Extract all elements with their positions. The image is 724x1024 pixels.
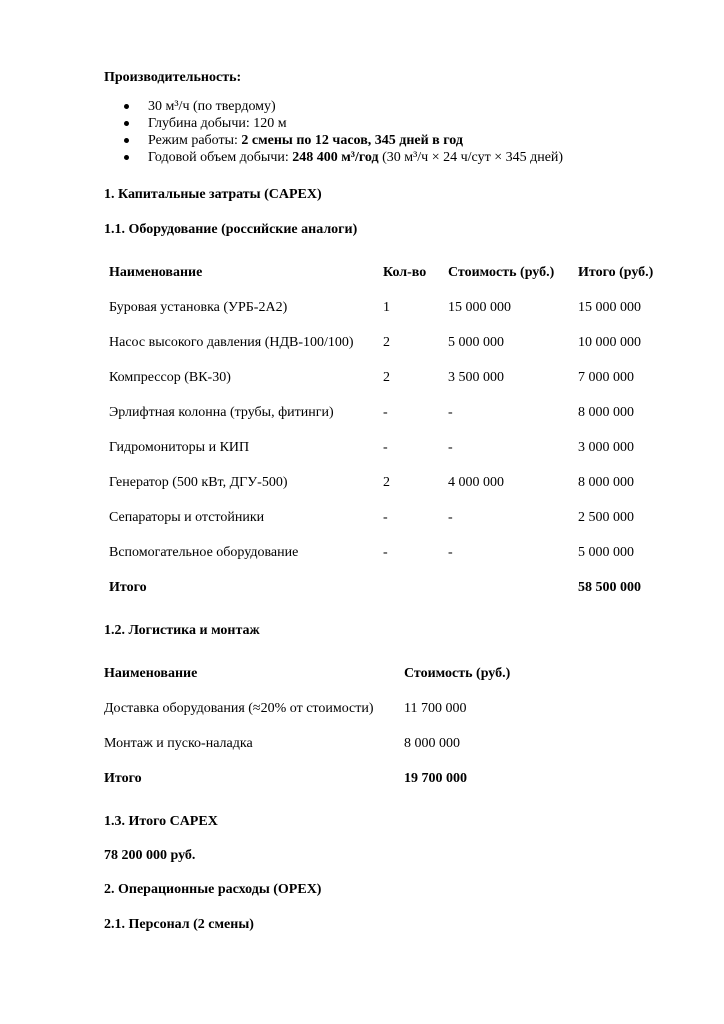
table-row: Доставка оборудования (≈20% от стоимости) 11 700 000: [104, 701, 467, 716]
table-row: Сепараторы и отстойники - - 2 500 000: [109, 510, 634, 525]
column-header: Кол-во: [383, 265, 427, 280]
table-total-row: Итого 19 700 000: [104, 771, 467, 786]
table-header-row: [0, 264, 724, 282]
bullet-icon: [124, 155, 129, 160]
section-2-heading: 2. Операционные расходы (OPEX): [104, 882, 322, 897]
table-row: Насос высокого давления (НДВ-100/100) 2 5 000 000 10 000 000: [109, 335, 641, 350]
productivity-list: [104, 98, 563, 166]
list-item: Годовой объем добычи: 248 400 м³/год (30 м³/ч × 24 ч/сут × 345 дней): [104, 149, 563, 166]
bullet-icon: [124, 104, 129, 109]
table-row: Монтаж и пуско-наладка 8 000 000: [104, 736, 460, 751]
table-header-row: [0, 665, 724, 683]
bullet-icon: [124, 121, 129, 126]
column-header: Наименование: [104, 666, 198, 681]
column-header: Стоимость (руб.): [448, 265, 555, 280]
list-item: 30 м³/ч (по твердому): [104, 98, 563, 115]
section-2-1-heading: 2.1. Персонал (2 смены): [104, 917, 254, 932]
column-header: Стоимость (руб.): [404, 666, 511, 681]
table-row: Гидромониторы и КИП - - 3 000 000: [109, 440, 634, 455]
section-1-3-heading: 1.3. Итого CAPEX: [104, 814, 218, 829]
table-row: Вспомогательное оборудование - - 5 000 000: [109, 545, 634, 560]
section-1-1-heading: 1.1. Оборудование (российские аналоги): [104, 222, 358, 237]
list-item: Глубина добычи: 120 м: [104, 115, 563, 132]
table-total-row: Итого 58 500 000: [109, 580, 641, 595]
capex-total-value: 78 200 000 руб.: [104, 848, 196, 863]
table-row: Эрлифтная колонна (трубы, фитинги) - - 8 000 000: [109, 405, 634, 420]
section-1-heading: 1. Капитальные затраты (CAPEX): [104, 187, 322, 202]
table-row: Генератор (500 кВт, ДГУ-500) 2 4 000 000 8 000 000: [109, 475, 634, 490]
column-header: Наименование: [109, 265, 203, 280]
table-row: Компрессор (ВК-30) 2 3 500 000 7 000 000: [109, 370, 634, 385]
table-row: Буровая установка (УРБ-2А2) 1 15 000 000 15 000 000: [109, 300, 641, 315]
list-item: Режим работы: 2 смены по 12 часов, 345 дней в год: [104, 132, 563, 149]
bullet-icon: [124, 138, 129, 143]
productivity-heading: Производительность:: [104, 70, 242, 85]
section-1-2-heading: 1.2. Логистика и монтаж: [104, 623, 260, 638]
column-header: Итого (руб.): [578, 265, 654, 280]
